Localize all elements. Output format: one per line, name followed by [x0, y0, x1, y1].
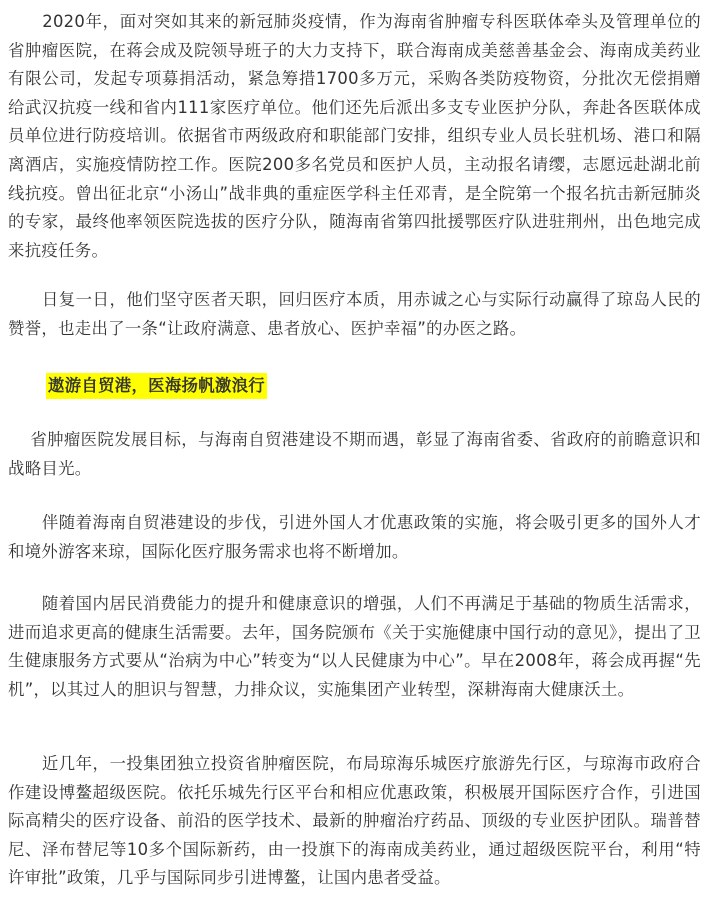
paragraph-boao-hospital: 近几年，一投集团独立投资省肿瘤医院，布局琼海乐城医疗旅游先行区，与琼海市政府合作建设博鳌超级医院。依托乐城先行区平台和相应优惠政策，积极展开国际医疗合作，引进国际高精尖的医疗设备、前沿的医学技术、最新的肿瘤治疗药品、顶级的专业医护团队。瑞普替尼、泽布替尼等10多个国际新药，由一投旗下的海南成美药业，通过超级医院平台，利用“特许审批”政策，几乎与国际同步引进博鳌，让国内患者受益。	[8, 754, 701, 888]
paragraph-doctors-duty: 日复一日，他们坚守医者天职，回归医疗本质，用赤诚之心与实际行动赢得了琼岛人民的赞誉，也走出了一条“让政府满意、患者放心、医护幸福”的办医之路。	[8, 290, 701, 338]
paragraph-development-goal: 省肿瘤医院发展目标，与海南自贸港建设不期而遇，彰显了海南省委、省政府的前瞻意识和战略目光。	[8, 430, 701, 478]
section-heading: 遨游自贸港，医海扬帆激浪行	[46, 373, 267, 399]
paragraph-healthy-china: 随着国内居民消费能力的提升和健康意识的增强，人们不再满足于基础的物质生活需求，进而追求更高的健康生活需要。去年，国务院颁布《关于实施健康中国行动的意见》，提出了卫生健康服务方式要从“治病为中心”转变为“以人民健康为中心”。早在2008年，蒋会成再握“先机”，以其过人的胆识与智慧，力排众议，实施集团产业转型，深耕海南大健康沃土。	[8, 594, 701, 699]
paragraph-free-trade-port: 伴随着海南自贸港建设的步伐，引进外国人才优惠政策的实施，将会吸引更多的国外人才和境外游客来琼，国际化医疗服务需求也将不断增加。	[8, 513, 701, 561]
paragraph-epidemic-response: 2020年，面对突如其来的新冠肺炎疫情，作为海南省肿瘤专科医联体牵头及管理单位的省肿瘤医院，在蒋会成及院领导班子的大力支持下，联合海南成美慈善基金会、海南成美药业有限公司，发起专项募捐活动，紧急筹措1700多万元，采购各类防疫物资，分批次无偿捐赠给武汉抗疫一线和省内111家医疗单位。他们还先后派出多支专业医护分队，奔赴各医联体成员单位进行防疫培训。依据省市两级政府和职能部门安排，组织专业人员长驻机场、港口和隔离酒店，实施疫情防控工作。医院200多名党员和医护人员，主动报名请缨，志愿远赴湖北前线抗疫。曾出征北京“小汤山”战非典的重症医学科主任邓青，是全院第一个报名抗击新冠肺炎的专家，最终他率领医院选拔的医疗分队，随海南省第四批援鄂医疗队进驻荆州，出色地完成来抗疫任务。	[8, 12, 701, 260]
